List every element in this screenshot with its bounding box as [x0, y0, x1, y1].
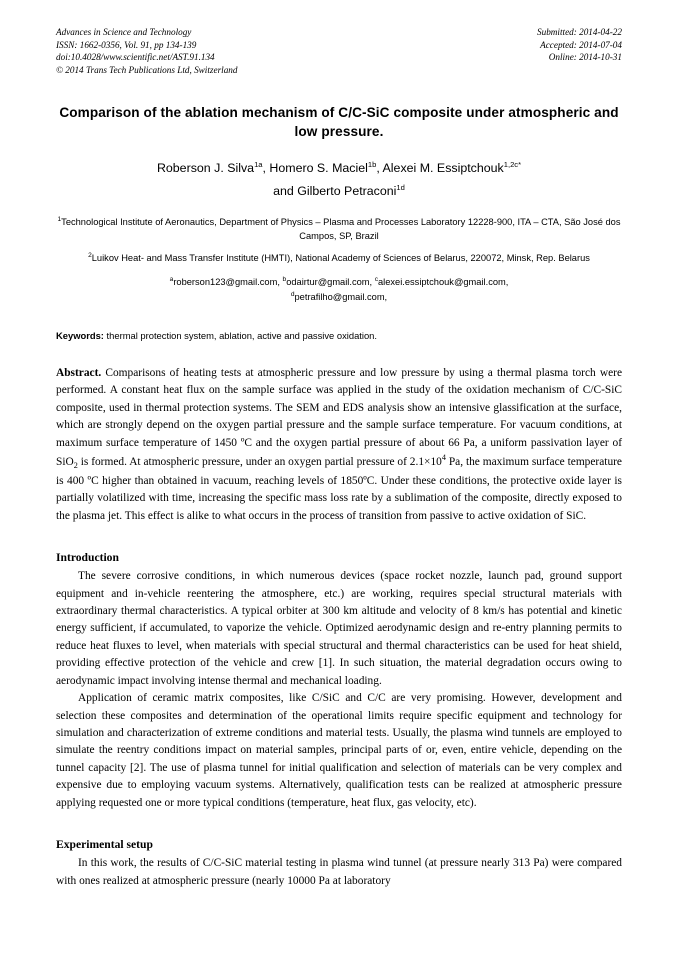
email-marker-c: c [374, 275, 378, 283]
abstract-subscript-1: 2 [73, 461, 78, 471]
author-name-4: Gilberto Petraconi [297, 184, 397, 199]
page-header [56, 26, 622, 77]
date-submitted: Submitted: 2014-04-22 [537, 27, 622, 37]
author-name-1: Roberson J. Silva [156, 161, 255, 176]
affiliation-list [56, 215, 622, 265]
section-heading-introduction: Introduction [56, 551, 119, 565]
section-heading-experimental-setup: Experimental setup [56, 838, 153, 852]
affiliation-text-2: Luikov Heat- and Mass Transfer Institute (HMTI), National Academy of Sciences of Belarus, 220072, Minsk, Rep. Belarus [91, 252, 590, 263]
email-marker-a: a [169, 275, 174, 283]
introduction-paragraph-1: The severe corrosive conditions, in which numerous devices (space rocket nozzle, launch pad, ground support equipment and in-vehicle reentering the atmosphere, etc.) are working, requires special structural materials with extraordinary thermal characteristics. A typical orbiter at 300 km altitude and velocity of 8 km/s has potential and kinetic energy sufficient, if accumulated, to vaporize the vehicle. Optimized aerodynamic design and re-entry planning permits to reduce heat fluxes to level, when materials with special structural and thermal characteristics can be used for heat shield, providing effective protection of the vehicle and crew [1]. In such situation, the material degradation occurs owing to aerodynamic impact involving intense thermal and mechanical loading. [56, 570, 622, 687]
abstract-text-part-3: Pa, the maximum surface temperature is 400 ºC higher than obtained in vacuum, reaching levels of 1850ºC. Under these conditions, the protective oxide layer is partially volatilized with time, increasing the specific mass loss rate by a sublimation of the composite, directly exposed to the plasma jet. This effect is alike to what occurs in the process of transition from passive to active oxidation of SiC. [56, 455, 622, 522]
email-address-a[interactable]: roberson123@gmail.com, [173, 276, 280, 287]
affiliation-marker-2: 2 [88, 251, 92, 259]
keywords-text: thermal protection system, ablation, active and passive oxidation. [103, 329, 377, 341]
affiliation-marker-1: 1 [57, 216, 62, 224]
introduction-paragraph-2: Application of ceramic matrix composites, like C/SiC and C/C are very promising. However, development and selection these composites and determination of the operational limits require specific equipment and technology for simulation and characterization of extreme conditions and material tests. Usually, the plasma wind tunnels are employed to simulate the reentry conditions impact on material samples, principal parts of or, even, entire vehicle, depending on the tunnel capacity [2]. The use of plasma tunnel for initial qualification and selection of materials can be very complex and expensive due to employing vacuum systems. Alternatively, qualification tests can be realized at atmospheric pressure applying requested one or more typical conditions (temperature, heat flux, gas velocity, etc). [56, 692, 622, 809]
submission-dates [537, 26, 622, 64]
page-title: Comparison of the ablation mechanism of C/C-SiC composite under atmospheric and low pressure. [59, 104, 619, 140]
keywords-block [56, 329, 622, 343]
journal-issn: ISSN: 1662-0356, Vol. 91, pp 134-139 [56, 39, 197, 50]
author-name-3: Alexei M. Essiptchouk [382, 161, 504, 176]
journal-name: Advances in Science and Technology [56, 27, 192, 37]
email-line-2 [56, 290, 622, 305]
abstract-superscript-1: 4 [441, 453, 446, 463]
email-address-d[interactable]: petrafilho@gmail.com, [294, 291, 388, 302]
date-accepted: Accepted: 2014-07-04 [540, 39, 622, 50]
email-address-b[interactable]: odairtur@gmail.com, [286, 276, 373, 287]
affiliation-2 [56, 251, 622, 265]
author-line-1: Roberson J. Silva$^{1a}$, Homero S. Maciel$^{1b}$, Alexei M. Essiptchouk$^{1,2c*}$ [156, 160, 522, 176]
abstract-text-part-2: is formed. At atmospheric pressure, under an oxygen partial pressure of 2.1×10 [77, 455, 442, 468]
journal-doi: doi:10.4028/www.scientific.net/AST.91.134 [56, 52, 215, 63]
abstract-block [56, 365, 622, 525]
author-sup-3: 1,2c* [503, 160, 522, 170]
email-list [56, 275, 622, 305]
email-address-c[interactable]: alexei.essiptchouk@gmail.com, [377, 276, 509, 287]
experimental-setup-paragraph-1: In this work, the results of C/C-SiC material testing in plasma wind tunnel (at pressure nearly 313 Pa) were compared with ones realized at atmospheric pressure (nearly 10000 Pa at laboratory [56, 857, 622, 887]
abstract-text-part-1: Comparisons of heating tests at atmospheric pressure and low pressure by using a thermal plasma torch were performed. A constant heat flux on the sample surface was applied in the study of the oxidation mechanism of C/C-SiC composite, used in thermal protection systems. The SEM and EDS analysis show an intensive glassification at the surface, which are strongly depend on the oxygen partial pressure and the sample surface temperature. For vacuum conditions, at maximum surface temperature of 1450 ºC and the oxygen partial pressure of about 66 Pa, a uniform passivation layer of SiO [56, 366, 622, 468]
date-online: Online: 2014-10-31 [548, 52, 622, 63]
email-marker-d: d [290, 290, 295, 298]
author-name-2: Homero S. Maciel [269, 161, 368, 176]
author-list [56, 157, 622, 203]
affiliation-1 [56, 215, 622, 243]
affiliation-text-1: Technological Institute of Aeronautics, Department of Physics – Plasma and Processes Laboratory 12228-900, ITA – CTA, São José dos Campos, SP, Brazil [61, 217, 621, 242]
email-marker-b: b [282, 275, 287, 283]
author-sup-2: 1b [367, 160, 377, 170]
author-sup-4: 1d [396, 183, 405, 193]
abstract-label: Abstract. [56, 366, 102, 379]
journal-info [56, 26, 237, 77]
journal-copyright: © 2014 Trans Tech Publications Ltd, Switzerland [56, 65, 238, 76]
author-conjunction: and [273, 184, 298, 199]
author-sup-1: 1a [254, 160, 263, 170]
keywords-label: Keywords: [56, 329, 104, 341]
email-line-1 [56, 275, 622, 290]
author-line-2 [56, 180, 622, 203]
